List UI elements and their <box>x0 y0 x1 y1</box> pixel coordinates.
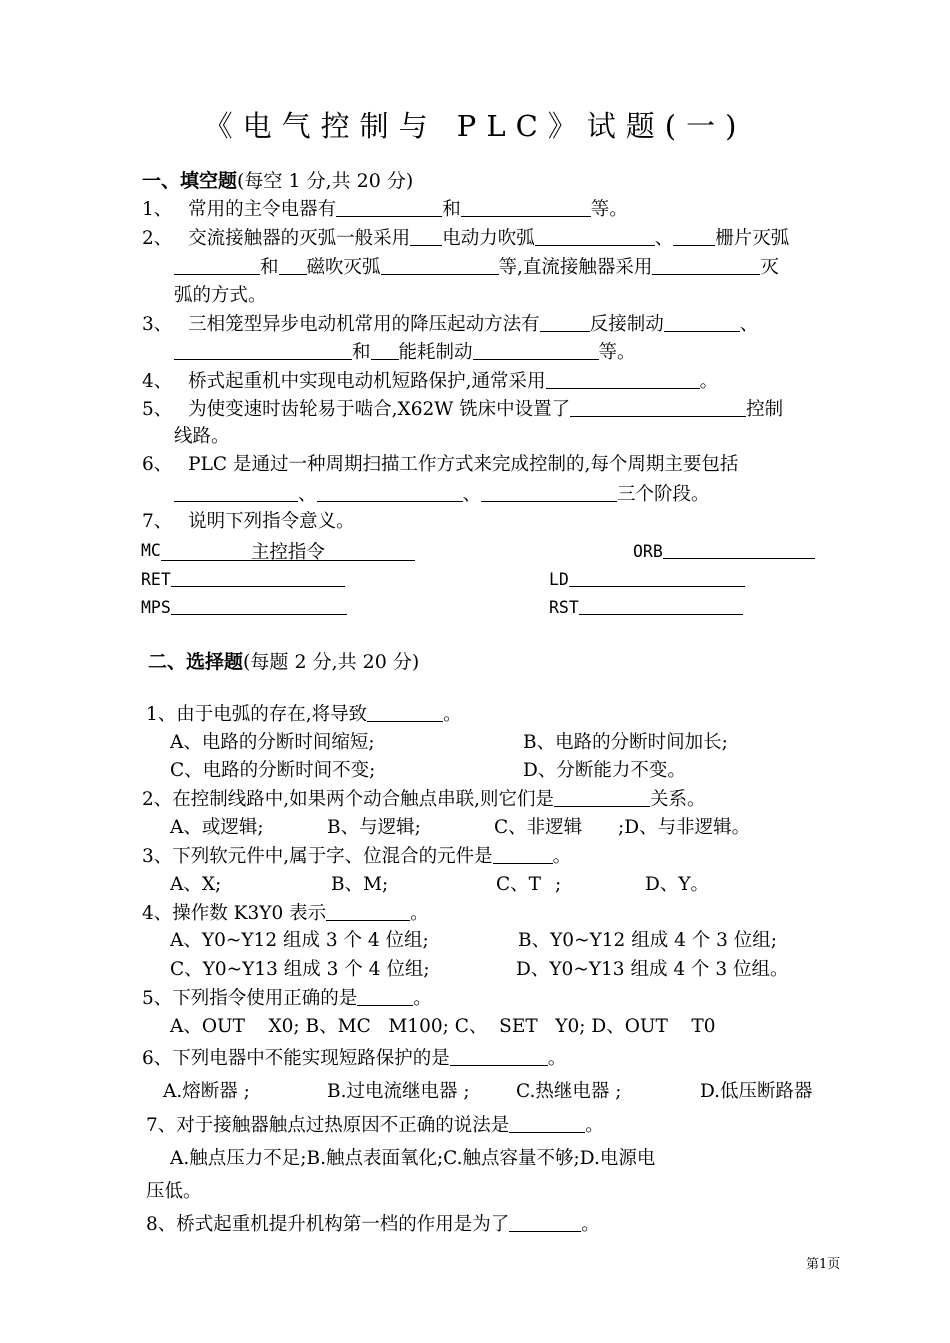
choice-question-1: 1、由于电弧的存在,将导致 。 <box>146 701 462 728</box>
choice-option-c[interactable]: C、T ; <box>496 874 562 895</box>
answer-blank[interactable] <box>664 311 740 332</box>
answer-blank[interactable] <box>540 311 590 332</box>
question-number: 1、 <box>142 199 173 220</box>
choice-question-7: 7、对于接触器触点过热原因不正确的说法是 。 <box>146 1112 604 1139</box>
answer-blank[interactable] <box>481 481 617 502</box>
choice-question-3: 3、下列软元件中,属于字、位混合的元件是 。 <box>142 843 571 870</box>
answer-blank[interactable] <box>509 1211 581 1232</box>
choice-option-c[interactable]: C.热继电器 ; <box>516 1081 622 1102</box>
instruction-mc <box>141 538 415 564</box>
answer-blank[interactable] <box>493 843 553 864</box>
instruction-code: RST <box>549 598 579 617</box>
choice-option-d[interactable]: D、分断能力不变。 <box>523 760 686 781</box>
answer-blank[interactable] <box>326 900 410 921</box>
answer-blank[interactable] <box>357 985 413 1006</box>
fill-question-6: 6、 PLC 是通过一种周期扫描工作方式来完成控制的,每个周期主要包括 <box>142 454 739 475</box>
choice-option-d[interactable]: D.低压断路器 <box>700 1081 813 1102</box>
choice-options-row-cont: 压低。 <box>146 1181 202 1202</box>
answer-blank[interactable] <box>381 254 499 275</box>
instruction-answer[interactable] <box>569 566 745 587</box>
fill-question-5: 5、 为使变速时齿轮易于啮合,X62W 铣床中设置了 控制 <box>142 396 783 423</box>
section-title: 二、选择题 <box>148 651 244 673</box>
choice-options-row[interactable]: A.触点压力不足;B.触点表面氧化;C.触点容量不够;D.电源电 <box>170 1148 656 1169</box>
fill-question-4: 4、 桥式起重机中实现电动机短路保护,通常采用 。 <box>142 368 718 395</box>
answer-blank[interactable] <box>473 339 599 360</box>
instruction-mps <box>141 594 347 621</box>
section-title: 一、填空题 <box>142 170 238 192</box>
answer-blank[interactable] <box>317 481 463 502</box>
instruction-answer[interactable] <box>663 538 815 559</box>
answer-blank[interactable] <box>336 196 442 217</box>
answer-blank[interactable] <box>652 254 760 275</box>
fill-question-3-cont: 和 能耗制动 等。 <box>174 339 636 366</box>
answer-blank[interactable] <box>461 196 591 217</box>
filled-answer: 反接制动 <box>589 314 664 335</box>
filled-answer: 电动力吹弧 <box>442 228 535 249</box>
answer-blank[interactable] <box>450 1045 548 1066</box>
choice-option-d[interactable]: D、Y。 <box>645 874 710 895</box>
filled-answer: 能耗制动 <box>398 342 473 363</box>
section-choice-heading <box>148 647 419 674</box>
choice-question-2: 2、在控制线路中,如果两个动合触点串联,则它们是 关系。 <box>142 786 706 813</box>
fill-question-3: 3、 三相笼型异步电动机常用的降压起动方法有 反接制动 、 <box>142 311 758 338</box>
choice-option-d[interactable]: ;D、与非逻辑。 <box>618 817 751 838</box>
instruction-code: LD <box>549 570 569 589</box>
exam-title: 《电气控制与 PLC》试题(一) <box>203 109 747 143</box>
answer-blank[interactable] <box>410 225 442 246</box>
choice-option-a[interactable]: A.熔断器 ; <box>163 1081 250 1102</box>
choice-option-a[interactable]: A、X; <box>170 874 222 895</box>
answer-blank[interactable] <box>367 701 443 722</box>
section-fill-in-heading <box>142 166 413 193</box>
instruction-code: MC <box>141 541 161 560</box>
answer-blank[interactable] <box>554 786 650 807</box>
instruction-answer[interactable]: 主控指令 <box>161 540 415 561</box>
instruction-code: ORB <box>633 542 663 561</box>
instruction-orb <box>633 538 815 565</box>
choice-question-8: 8、桥式起重机提升机构第一档的作用是为了 。 <box>146 1211 600 1238</box>
instruction-answer[interactable] <box>171 594 347 615</box>
instruction-ld <box>549 566 745 593</box>
answer-blank[interactable] <box>174 339 352 360</box>
answer-blank[interactable] <box>174 481 298 502</box>
choice-option-c[interactable]: C、非逻辑 <box>494 817 583 838</box>
instruction-answer[interactable] <box>171 566 345 587</box>
choice-question-5: 5、下列指令使用正确的是 。 <box>142 985 432 1012</box>
fill-question-5-cont: 线路。 <box>174 426 230 447</box>
fill-question-1: 1、 常用的主令电器有 和 等。 <box>142 196 628 223</box>
instruction-answer[interactable] <box>579 594 743 615</box>
choice-option-b[interactable]: B、Y0~Y12 组成 4 个 3 位组; <box>518 930 778 951</box>
filled-answer: 栅片灭弧 <box>715 228 790 249</box>
answer-blank[interactable] <box>546 368 700 389</box>
answer-blank[interactable] <box>509 1112 585 1133</box>
choice-option-b[interactable]: B、电路的分断时间加长; <box>523 732 728 753</box>
answer-blank[interactable] <box>570 396 746 417</box>
answer-blank[interactable] <box>174 254 260 275</box>
section-note: (每题 2 分,共 20 分) <box>243 651 420 673</box>
choice-options-row[interactable]: A、OUT X0; B、MC M100; C、 SET Y0; D、OUT T0 <box>170 1016 716 1037</box>
section-note: (每空 1 分,共 20 分) <box>237 170 414 192</box>
choice-option-a[interactable]: A、电路的分断时间缩短; <box>170 732 375 753</box>
page-number: 第1页 <box>806 1257 841 1272</box>
choice-option-a[interactable]: A、Y0~Y12 组成 3 个 4 位组; <box>170 930 429 951</box>
choice-question-4: 4、操作数 K3Y0 表示 。 <box>142 900 429 927</box>
fill-question-2: 2、 交流接触器的灭弧一般采用 电动力吹弧 、 栅片灭弧 <box>142 225 789 252</box>
answer-blank[interactable] <box>673 225 715 246</box>
choice-option-d[interactable]: D、Y0~Y13 组成 4 个 3 位组。 <box>516 959 789 980</box>
filled-answer: 磁吹灭弧 <box>306 257 381 278</box>
choice-option-b[interactable]: B、M; <box>331 874 389 895</box>
instruction-code: MPS <box>141 598 171 617</box>
choice-option-c[interactable]: C、Y0~Y13 组成 3 个 4 位组; <box>170 959 430 980</box>
fill-question-2-cont2: 弧的方式。 <box>174 285 267 306</box>
choice-option-c[interactable]: C、电路的分断时间不变; <box>170 760 376 781</box>
choice-option-a[interactable]: A、或逻辑; <box>170 817 264 838</box>
fill-question-6-cont: 、 、 三个阶段。 <box>174 481 710 508</box>
choice-question-6: 6、下列电器中不能实现短路保护的是 。 <box>142 1045 566 1072</box>
instruction-ret <box>141 566 345 593</box>
choice-option-b[interactable]: B、与逻辑; <box>327 817 421 838</box>
instruction-rst <box>549 594 743 621</box>
fill-question-7: 7、 说明下列指令意义。 <box>142 511 355 532</box>
instruction-code: RET <box>141 570 171 589</box>
answer-blank[interactable] <box>279 254 307 275</box>
fill-question-2-cont: 和 磁吹灭弧 等,直流接触器采用 灭 <box>174 254 779 281</box>
answer-blank[interactable] <box>535 225 655 246</box>
choice-option-b[interactable]: B.过电流继电器 ; <box>327 1081 470 1102</box>
answer-blank[interactable] <box>371 339 399 360</box>
